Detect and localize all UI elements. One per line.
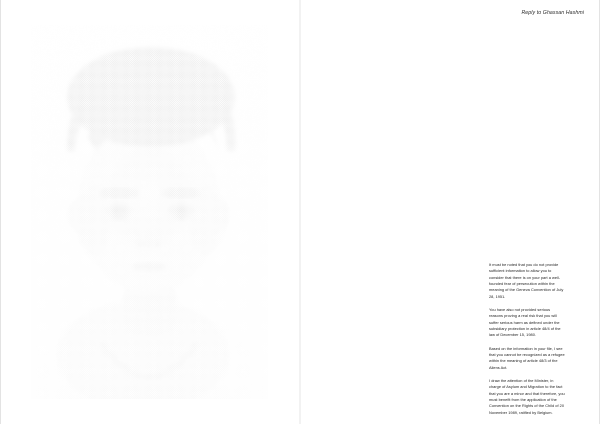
page-gutter <box>299 0 301 424</box>
letter-paragraph-3: Based on the information in your file, I see that you cannot be recognized as a refugee within the meaning of article 48/3 of the Aliens Act. <box>489 345 565 370</box>
letter-body-text <box>489 262 565 416</box>
letter-paragraph-4: I draw the attention of the Minister, in charge of Asylum and Migration to the fact that you are a minor and that therefore, you must benefit from the application of the Convention on the Rights of the Child of 20 November 1989, ratified by Belgium. <box>489 377 565 415</box>
halftone-portrait-image <box>31 25 268 399</box>
reply-header-note: Reply to Ghassan Hashmi <box>521 10 584 16</box>
portrait-figure <box>31 25 268 399</box>
page-edge-left <box>0 0 1 424</box>
letter-paragraph-1: It must be noted that you do not provide sufficient information to allow you to consider that there is on your part a well-founded fear of persecution within the meaning of the Geneva Convention of July 28, 1951. <box>489 262 564 299</box>
letter-paragraph-2: You have also not provided serious reasons proving a real risk that you will suffer serious harm as defined under the subsidiary protection in article 48/4 of the law of December 15, 1980. <box>489 306 561 338</box>
